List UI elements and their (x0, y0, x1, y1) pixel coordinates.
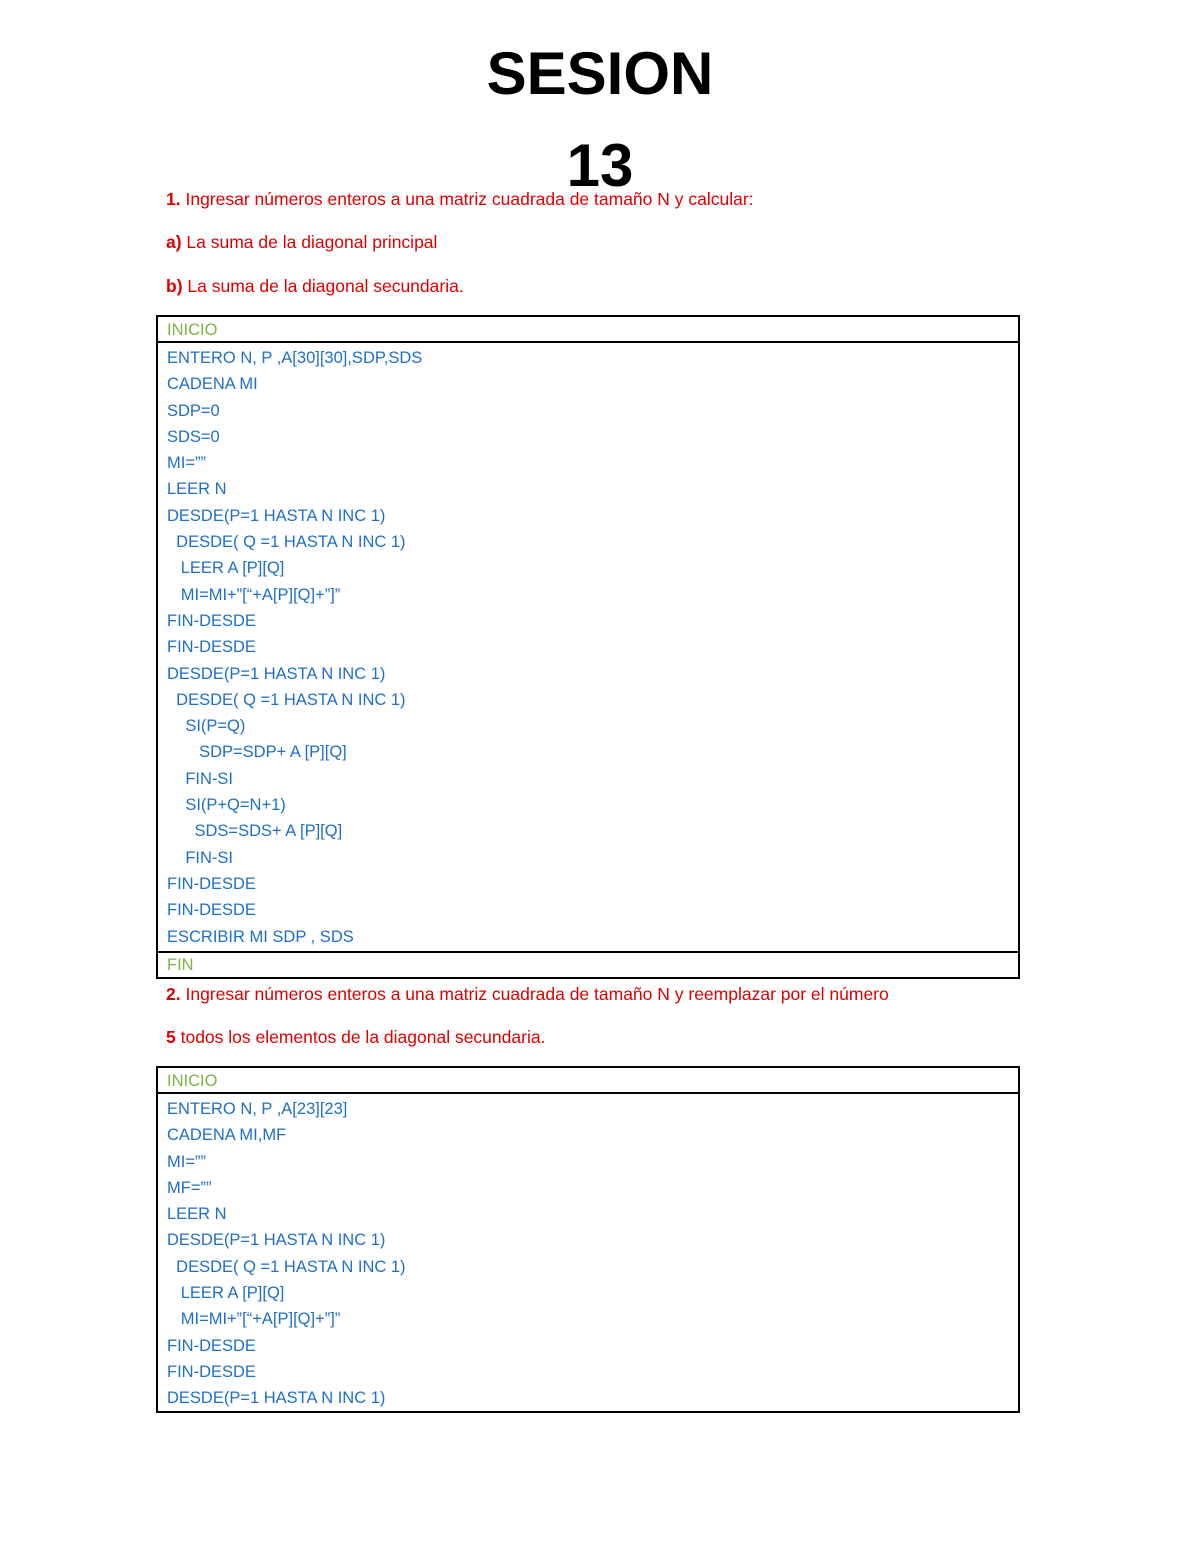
code-line: CADENA MI (167, 375, 258, 394)
exercise2-text: Ingresar números enteros a una matriz cuadrada de tamaño N y reemplazar por el número (180, 984, 889, 1004)
code-line: FIN-DESDE (167, 638, 256, 657)
part-a-letter: a) (166, 232, 182, 252)
code-line: LEER A [P][Q] (167, 1284, 285, 1303)
exercise2-statement (166, 986, 889, 1004)
part-b-letter: b) (166, 276, 183, 296)
code-line: FIN-SI (167, 769, 233, 788)
code-line: FIN-SI (167, 848, 233, 867)
code-line: FIN-DESDE (167, 874, 256, 893)
code-line: ENTERO N, P ,A[23][23] (167, 1100, 348, 1118)
code-line: SDP=SDP+ A [P][Q] (167, 743, 347, 762)
code-line: LEER N (167, 480, 227, 499)
page-title: SESION (486, 40, 714, 107)
code-line: DESDE( Q =1 HASTA N INC 1) (167, 690, 406, 709)
code-line: FIN-DESDE (167, 1336, 256, 1355)
exercise2-number: 2. (166, 984, 181, 1004)
pseudocode-lines-1 (158, 343, 1018, 950)
code-line: MI=MI+”[“+A[P][Q]+”]” (167, 585, 341, 604)
exercise1-number: 1. (166, 189, 181, 209)
pseudocode-lines-2 (158, 1094, 1018, 1412)
code-line: FIN-DESDE (167, 1362, 256, 1381)
code-line: DESDE(P=1 HASTA N INC 1) (167, 1231, 386, 1250)
code-line: CADENA MI,MF (167, 1126, 287, 1145)
page-title-number: 13 (566, 132, 634, 199)
code-line: DESDE(P=1 HASTA N INC 1) (167, 506, 386, 525)
code-line: SI(P=Q) (167, 717, 246, 736)
code-line: LEER A [P][Q] (167, 559, 285, 578)
exercise2-statement-continuation (166, 1029, 545, 1047)
code-line: DESDE(P=1 HASTA N INC 1) (167, 1389, 386, 1408)
exercise2-continuation-number: 5 (166, 1027, 176, 1047)
part-a-text: La suma de la diagonal principal (181, 232, 438, 252)
part-b-text: La suma de la diagonal secundaria. (182, 276, 464, 296)
code-line: DESDE(P=1 HASTA N INC 1) (167, 664, 386, 683)
code-line: FIN-DESDE (167, 611, 256, 630)
code-line: DESDE( Q =1 HASTA N INC 1) (167, 533, 406, 552)
code-line: SDS=SDS+ A [P][Q] (167, 822, 343, 841)
code-line: SDP=0 (167, 401, 220, 420)
code-line: SDS=0 (167, 427, 220, 446)
code-line: ESCRIBIR MI SDP , SDS (167, 927, 354, 946)
exercise1-statement (166, 191, 754, 209)
code-line: ENTERO N, P ,A[30][30],SDP,SDS (167, 349, 423, 367)
code-line: SI(P+Q=N+1) (167, 796, 286, 815)
code-line: MF=”” (167, 1178, 212, 1197)
exercise2-continuation-text: todos los elementos de la diagonal secundaria. (175, 1027, 546, 1047)
pseudocode-end: FIN (158, 951, 1018, 977)
code-line: MI=MI+”[“+A[P][Q]+”]” (167, 1310, 341, 1329)
exercise1-text: Ingresar números enteros a una matriz cuadrada de tamaño N y calcular: (180, 189, 754, 209)
pseudocode-box-2 (156, 1066, 1020, 1413)
pseudocode-start: INICIO (158, 1068, 1018, 1094)
exercise1-part-a (166, 234, 437, 252)
code-line: DESDE( Q =1 HASTA N INC 1) (167, 1257, 406, 1276)
code-line: MI=”” (167, 1152, 206, 1171)
pseudocode-start: INICIO (158, 317, 1018, 343)
pseudocode-box-1 (156, 315, 1020, 979)
code-line: FIN-DESDE (167, 901, 256, 920)
code-line: LEER N (167, 1205, 227, 1224)
code-line: MI=”” (167, 454, 206, 473)
exercise1-part-b (166, 278, 464, 296)
